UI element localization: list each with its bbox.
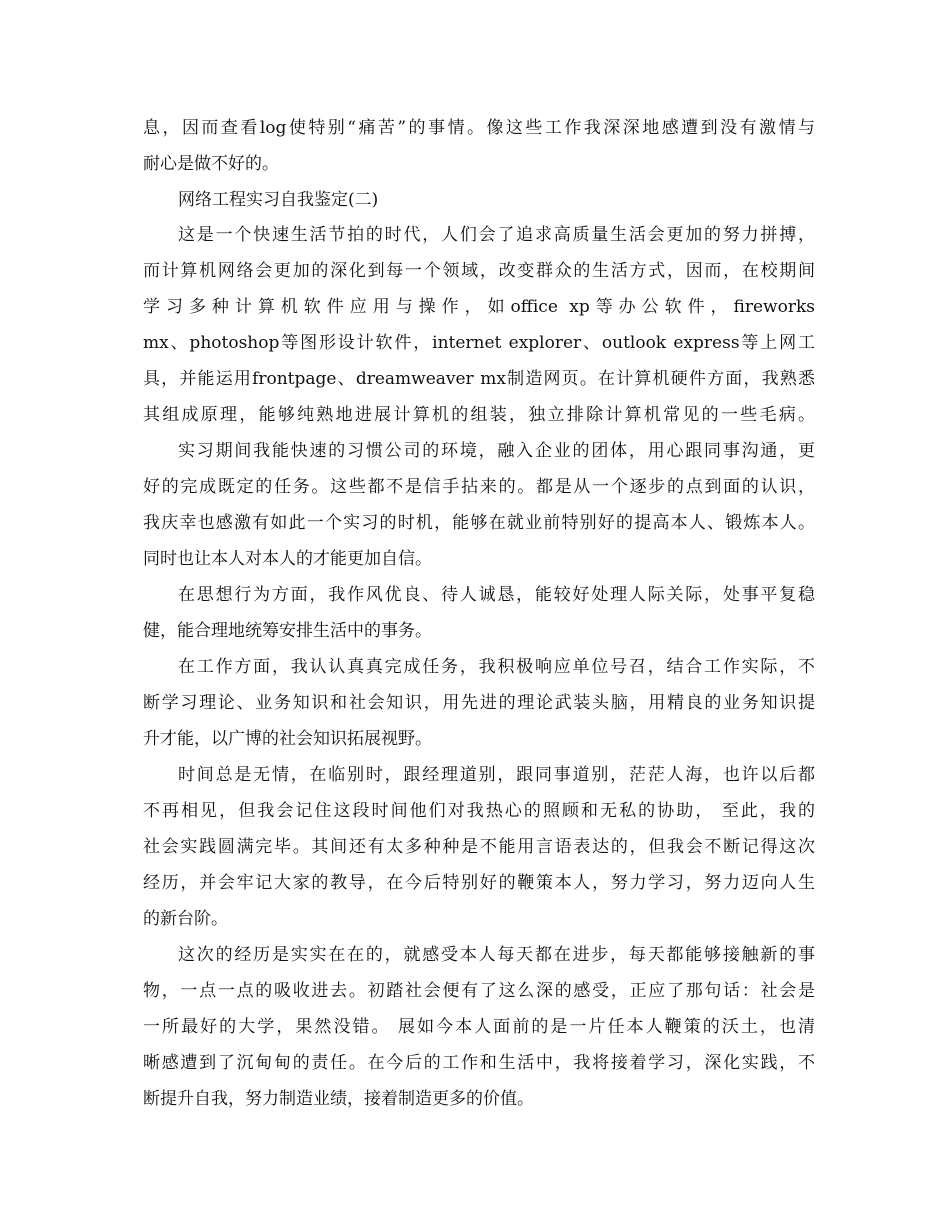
text-line: 断提升自我，努力制造业绩，接着制造更多的价值。 [143,1089,534,1109]
text-line: 具，并能运用frontpage、dreamweaver mx制造网页。在计算机硬件方面，我熟悉 [143,369,815,389]
text-line: 在思想行为方面，我作风优良、待人诚恳，能较好处理人际关际，处事平复稳 [178,585,815,605]
text-line: 而计算机网络会更加的深化到每一个领域，改变群众的生活方式，因而，在校期间 [143,261,815,281]
text-line: 经历，并会牢记大家的教导，在今后特别好的鞭策本人，努力学习，努力迈向人生 [143,873,815,893]
text-line: 不再相见，但我会记住这段时间他们对我热心的照顾和无私的协助， 至此，我的 [143,801,815,821]
text-line: 我庆幸也感激有如此一个实习的时机，能够在就业前特别好的提高本人、锻炼本人。 [143,513,815,533]
text-line: 时间总是无情，在临别时，跟经理道别，跟同事道别，茫茫人海，也许以后都 [178,765,815,785]
section-heading: 网络工程实习自我鉴定(二) [178,190,379,210]
text-line: 实习期间我能快速的习惯公司的环境，融入企业的团体，用心跟同事沟通，更 [178,441,815,461]
text-line: 升才能，以广博的社会知识拓展视野。 [143,729,432,749]
text-line: 一所最好的大学，果然没错。 展如今本人面前的是一片任本人鞭策的沃土，也清 [143,1017,815,1037]
text-line: 息，因而查看log使特别“痛苦”的事情。像这些工作我深深地感遭到没有激情与 [143,118,815,138]
text-line: 断学习理论、业务知识和社会知识，用先进的理论武装头脑，用精良的业务知识提 [143,693,815,713]
text-line: 这是一个快速生活节拍的时代，人们会了追求高质量生活会更加的努力拼搏， [178,225,815,245]
text-line: 学习多种计算机软件应用与操作，如office xp等办公软件，fireworks [143,297,815,317]
text-line: 晰感遭到了沉甸甸的责任。在今后的工作和生活中，我将接着学习，深化实践，不 [143,1053,815,1073]
text-line: mx、photoshop等图形设计软件，internet explorer、outlook express等上网工 [143,333,815,353]
text-line: 这次的经历是实实在在的，就感受本人每天都在进步，每天都能够接触新的事 [178,945,815,965]
text-line: 好的完成既定的任务。这些都不是信手拈来的。都是从一个逐步的点到面的认识， [143,477,815,497]
text-line: 其组成原理，能够纯熟地进展计算机的组装，独立排除计算机常见的一些毛病。 [143,405,815,425]
text-line: 的新台阶。 [143,909,228,929]
text-line: 健，能合理地统筹安排生活中的事务。 [143,621,432,641]
text-line: 同时也让本人对本人的才能更加自信。 [143,549,432,569]
text-line: 在工作方面，我认认真真完成任务，我积极响应单位号召，结合工作实际，不 [178,657,815,677]
text-line: 耐心是做不好的。 [143,154,279,174]
text-line: 社会实践圆满完毕。其间还有太多种种是不能用言语表达的，但我会不断记得这次 [143,837,815,857]
text-line: 物，一点一点的吸收进去。初踏社会便有了这么深的感受，正应了那句话：社会是 [143,981,815,1001]
